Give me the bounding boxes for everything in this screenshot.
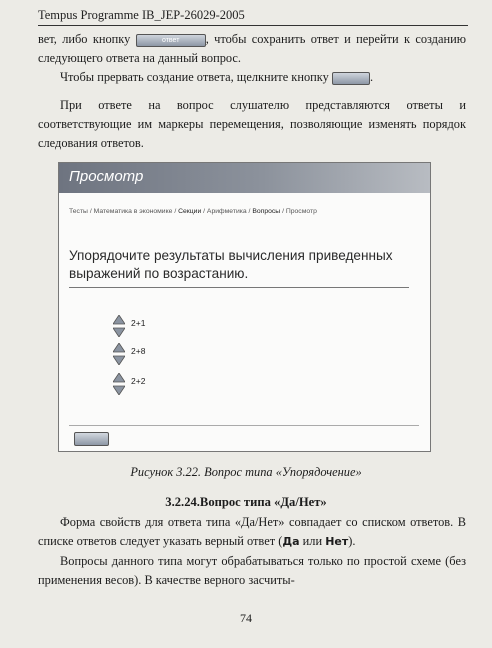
yes-option-text: Да <box>282 535 300 548</box>
figure-caption: Рисунок 3.22. Вопрос типа «Упорядочение» <box>130 465 362 479</box>
move-up-icon[interactable] <box>113 373 125 383</box>
cancel-button-image <box>332 72 370 85</box>
answer-item <box>113 313 233 339</box>
section-paragraph-2: Вопросы данного типа могут обрабатываться только по простой схеме (без применения весов). В качестве верного засчиты- <box>38 554 466 587</box>
paragraph-3: При ответе на вопрос слушателю представляются ответы и соответствующие им маркеры перемещения, позволяющие изменять порядок следования ответов. <box>38 98 466 150</box>
preview-header-bar <box>59 163 430 193</box>
question-divider <box>69 287 409 288</box>
paragraph-1-end: , чтобы сохранить ответ и перейти к созданию следующего ответа на данный вопрос. <box>38 32 467 65</box>
move-up-icon[interactable] <box>113 343 125 353</box>
answer-item <box>113 371 233 397</box>
header-rule <box>38 25 468 26</box>
paragraph-1 <box>38 30 466 68</box>
preview-screenshot <box>58 162 431 452</box>
answer-label: 2+2 <box>131 376 146 386</box>
no-option-text: Нет <box>325 535 349 548</box>
section-paragraph-1-start: Форма свойств для ответа типа «Да/Нет» совпадает со списком ответов. В списке ответов следует указать верный ответ ( <box>38 515 466 548</box>
reorder-handle <box>113 313 125 339</box>
breadcrumb-arithmetic-link[interactable]: / Арифметика / <box>201 208 253 215</box>
answer-item <box>113 341 233 367</box>
move-down-icon[interactable] <box>113 355 125 365</box>
paragraph-1-start: вет, либо кнопку <box>38 32 131 46</box>
move-down-icon[interactable] <box>113 327 125 337</box>
answer-button-image: ответ <box>136 34 206 47</box>
paragraph-2-end: . <box>369 70 374 84</box>
answer-label: 2+8 <box>131 346 146 356</box>
paragraph-2-start: Чтобы прервать создание ответа, щелкните кнопку <box>60 70 329 84</box>
section-paragraph-1-end: ). <box>348 534 356 548</box>
breadcrumb-questions-link[interactable]: Вопросы <box>252 208 281 215</box>
paragraph-2 <box>38 68 466 87</box>
preview-title: Просмотр <box>69 168 144 185</box>
breadcrumb <box>69 208 424 215</box>
question-text: Упорядочите результаты вычисления приведенных выражений по возрастанию. <box>69 248 393 281</box>
answer-label: 2+1 <box>131 318 146 328</box>
section-heading: 3.2.24.Вопрос типа «Да/Нет» <box>165 495 327 509</box>
breadcrumb-sections-link[interactable]: Секции <box>178 208 202 215</box>
running-header: Tempus Programme IB_JEP-26029-2005 <box>38 8 245 22</box>
reorder-handle <box>113 371 125 397</box>
page-number: 74 <box>240 611 252 625</box>
move-down-icon[interactable] <box>113 385 125 395</box>
reorder-handle <box>113 341 125 367</box>
preview-footer-divider <box>69 425 419 426</box>
breadcrumb-current: / Просмотр <box>280 208 317 215</box>
breadcrumb-tests-link[interactable]: Тесты / Математика в экономике / <box>69 208 179 215</box>
move-up-icon[interactable] <box>113 315 125 325</box>
section-paragraph-1 <box>38 513 466 551</box>
submit-button[interactable] <box>74 432 109 446</box>
or-text: или <box>299 534 326 548</box>
